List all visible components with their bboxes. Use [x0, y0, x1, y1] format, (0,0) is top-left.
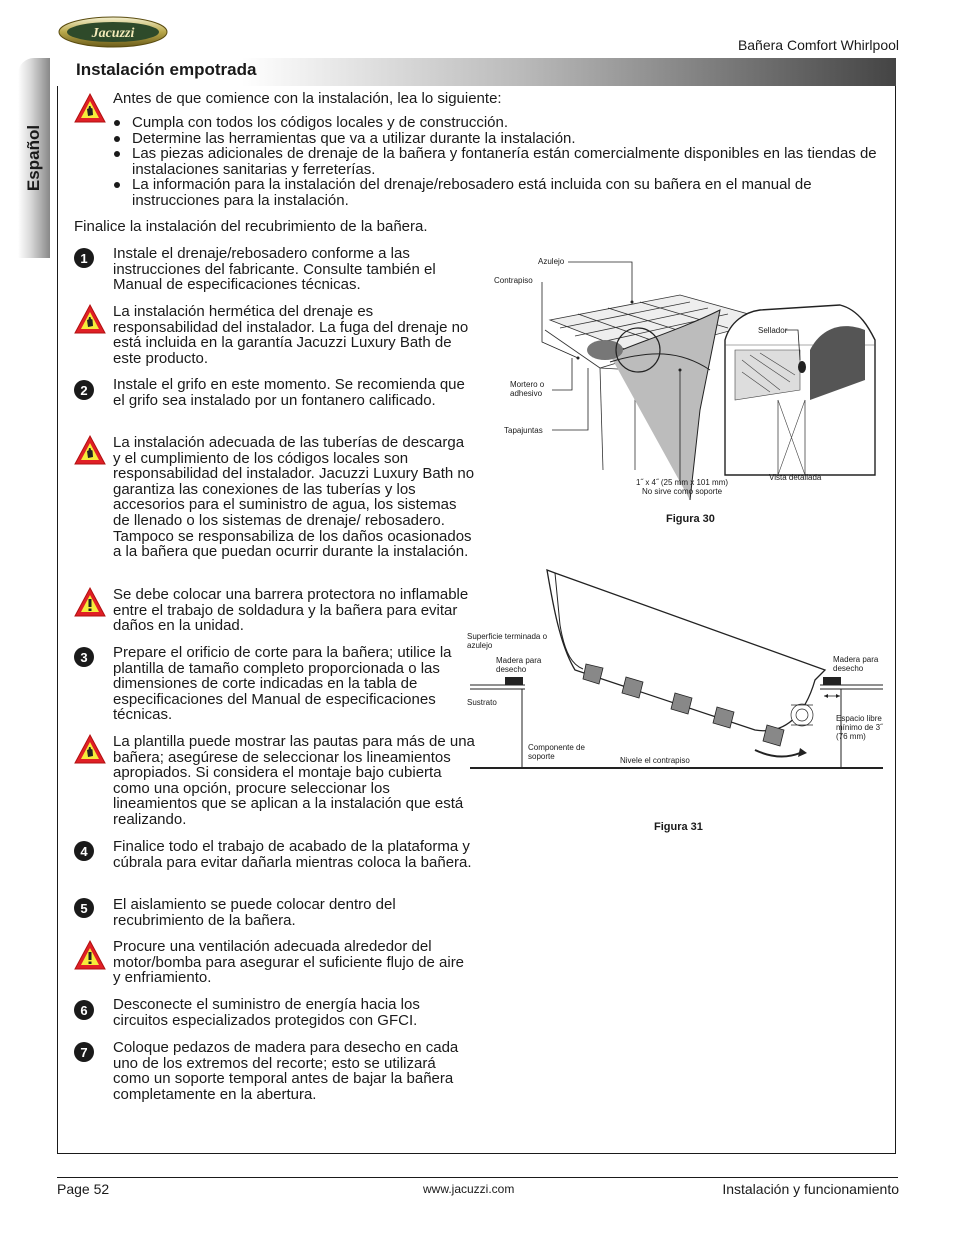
step-number: 4: [74, 841, 94, 861]
figure-30-caption: Figura 30: [666, 513, 715, 525]
step-number: 3: [74, 647, 94, 667]
caution-welding-text: Se debe colocar una barrera protectora no inflamable entre el trabajo de soldadura y la bañera para evitar daños en la unidad.: [113, 586, 469, 635]
hand-warning-icon: [73, 733, 107, 765]
hand-warning-icon: [73, 303, 107, 335]
hand-warning-icon: [73, 92, 107, 124]
exclamation-caution-icon: [73, 586, 107, 618]
footer-divider: [57, 1177, 898, 1178]
step-4-text: Finalice todo el trabajo de acabado de la plataforma y cúbrala para evitar dañarla mientras coloca la bañera.: [113, 838, 472, 871]
step-number: 6: [74, 1000, 94, 1020]
label-espacio-libre: Espacio libre mínimo de 3˝ (76 mm): [836, 714, 883, 741]
caution-ventilation-text: Procure una ventilación adecuada alrededor del motor/bomba para asegurar el suficiente flujo de aire y enfriamiento.: [113, 938, 465, 987]
intro-bullets: [110, 115, 890, 209]
label-soporte: 1˝ x 4˝ (25 mm x 101 mm) No sirve como soporte: [636, 478, 729, 496]
svg-text:Jacuzzi: Jacuzzi: [91, 26, 135, 41]
label-madera-derecha: Madera para desecho: [833, 655, 879, 673]
step-5-text: El aislamiento se puede colocar dentro del recubrimiento de la bañera.: [113, 896, 396, 929]
exclamation-caution-icon: [73, 939, 107, 971]
side-tab-label: Español: [24, 124, 43, 192]
step-number: 1: [74, 248, 94, 268]
label-sellador: Sellador: [758, 326, 788, 335]
product-title: Bañera Comfort Whirlpool: [737, 37, 899, 53]
label-tapajuntas: Tapajuntas: [504, 426, 543, 435]
label-vista-detallada: Vista detallada: [769, 473, 822, 482]
step-number: 2: [74, 380, 94, 400]
hand-warning-icon: [73, 434, 107, 466]
label-sustrato: Sustrato: [467, 698, 497, 707]
figure-31-caption: Figura 31: [654, 821, 703, 833]
footer-url[interactable]: www.jacuzzi.com: [423, 1182, 515, 1196]
finish-note: Finalice la instalación del recubrimiento de la bañera.: [74, 218, 428, 235]
step-number: 7: [74, 1042, 94, 1062]
list-item: Determine las herramientas que va a utilizar durante la instalación.: [110, 131, 890, 147]
list-item: Cumpla con todos los códigos locales y de construcción.: [110, 115, 890, 131]
warning-plumbing-text: La instalación adecuada de las tuberías de descarga y el cumplimiento de los códigos locales son responsabilidad del instalador. Jacuzzi Luxury Bath no garantiza las conexiones de las tuberías y los accesorios para el suministro de agua, los sistemas de llenado o los sistemas de drenaje/ rebosadero. Tampoco se responsabiliza de los daños ocasionados a la bañera que puedan ocurrir durante la instalación.: [113, 434, 475, 561]
label-nivel: Nivele el contrapiso: [620, 756, 690, 765]
label-madera-izquierda: Madera para desecho: [496, 656, 542, 674]
intro-lead: Antes de que comience con la instalación, lea lo siguiente:: [113, 90, 502, 107]
warning-template-text: La plantilla puede mostrar las pautas para más de una bañera; asegúrese de seleccionar los lineamientos apropiados. Si considera el montaje bajo cubierta como una opción, procure seleccionar los lineamientos que se aplican a la instalación que está realizando.: [113, 733, 475, 828]
label-componente: Componente de soporte: [528, 743, 585, 761]
list-item: Las piezas adicionales de drenaje de la bañera y fontanería están comercialmente disponibles en las tiendas de instalaciones sanitarias y ferreterías.: [110, 146, 890, 177]
step-1-text: Instale el drenaje/rebosadero conforme a las instrucciones del fabricante. Consulte también el Manual de especificaciones técnicas.: [113, 245, 436, 294]
list-item: La información para la instalación del drenaje/rebosadero está incluida con su bañera en el manual de instrucciones para la instalación.: [110, 177, 890, 208]
step-6-text: Desconecte el suministro de energía hacia los circuitos especializados protegidos con GFCI.: [113, 996, 420, 1029]
page-number: Page 52: [57, 1181, 110, 1197]
label-superficie: Superficie terminada o azulejo: [467, 632, 548, 650]
step-7-text: Coloque pedazos de madera para desecho en cada uno de los extremos del recorte; esto se utilizará como un soporte temporal antes de bajar la bañera completamente en la abertura.: [113, 1039, 459, 1103]
label-azulejo: Azulejo: [538, 257, 565, 266]
step-number: 5: [74, 898, 94, 918]
section-title: Instalación empotrada: [76, 60, 257, 79]
jacuzzi-logo: [58, 16, 168, 48]
warning-drain-text: La instalación hermética del drenaje es responsabilidad del instalador. La fuga del drenaje no está incluida en la garantía Jacuzzi Luxury Bath de este producto.: [113, 303, 469, 367]
label-mortero: Mortero o adhesivo: [510, 380, 545, 398]
label-contrapiso: Contrapiso: [494, 276, 533, 285]
footer-section: Instalación y funcionamiento: [722, 1181, 899, 1197]
step-3-text: Prepare el orificio de corte para la bañera; utilice la plantilla de tamaño completo proporcionada o las dimensiones de corte indicadas en la tabla de especificaciones del Manual de especificaciones técnicas.: [113, 644, 452, 724]
step-2-text: Instale el grifo en este momento. Se recomienda que el grifo sea instalado por un fontanero calificado.: [113, 376, 465, 409]
